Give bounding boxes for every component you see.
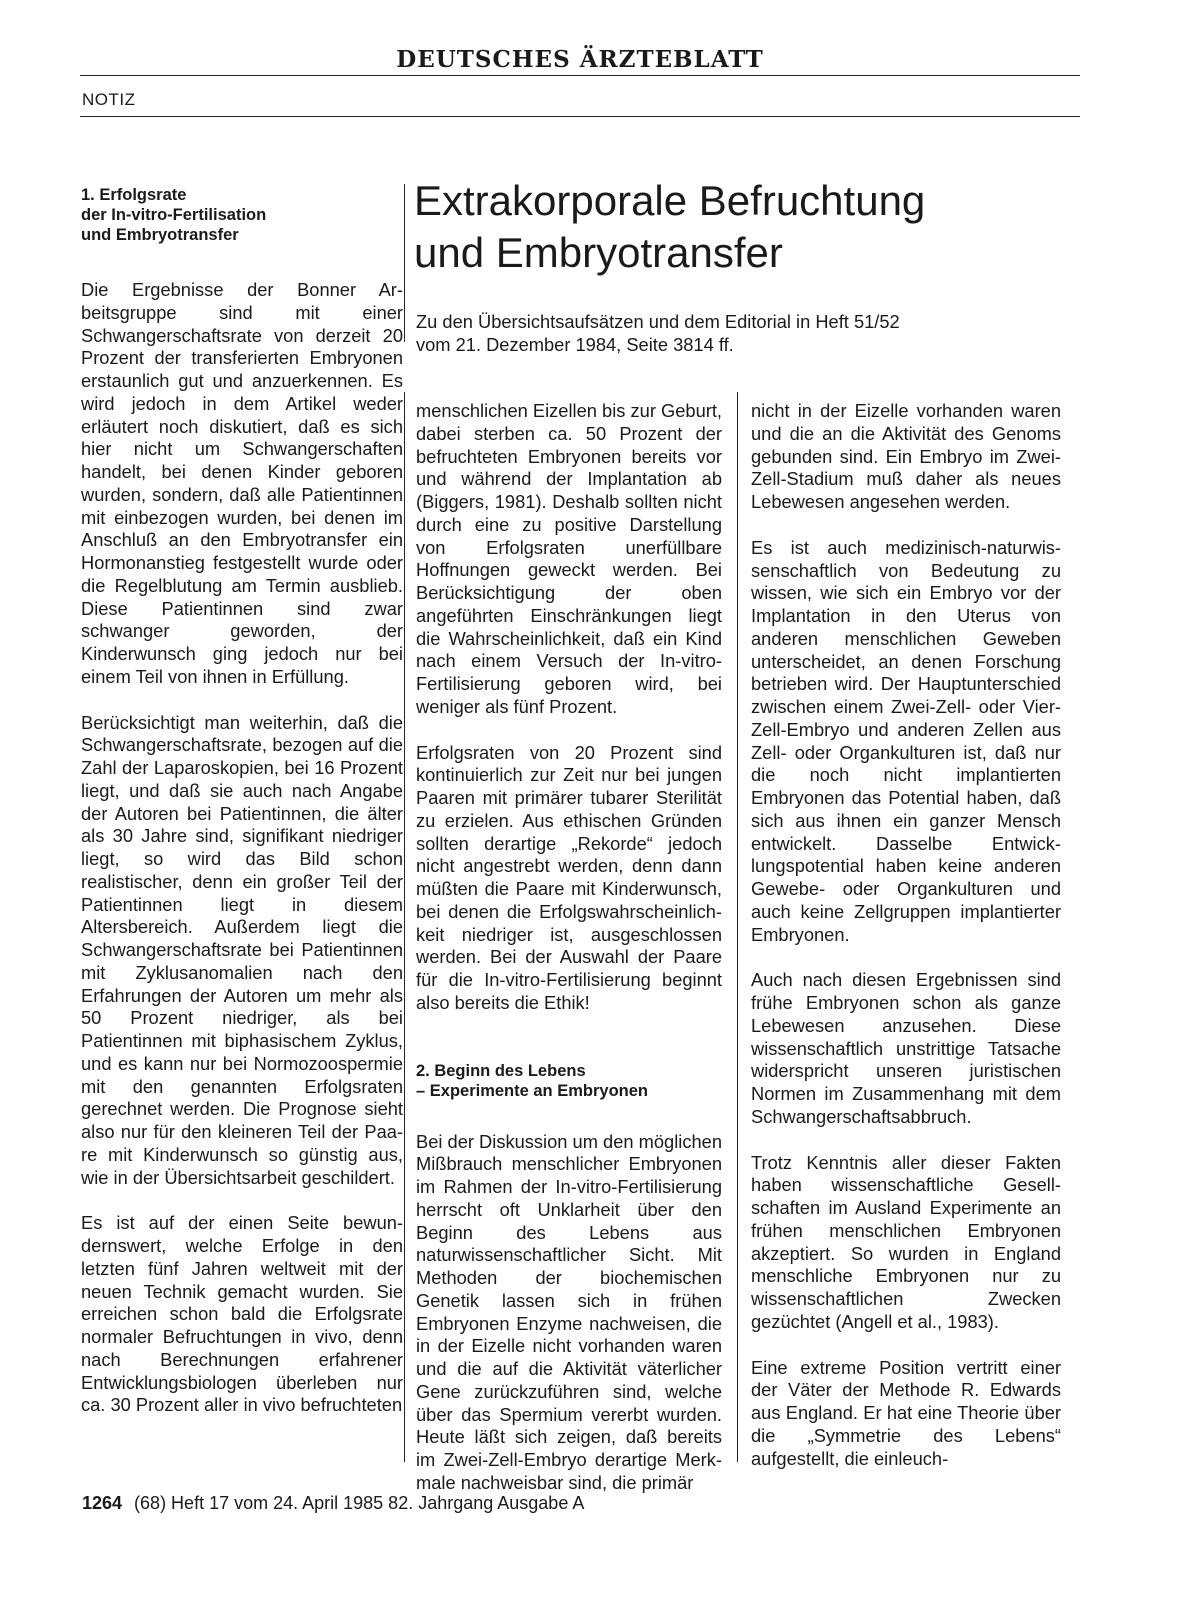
paragraph: Es ist auch medizinisch-naturwissenschaftlich von Bedeutung zu wissen, wie sich ein Embryo vor der Implantation in den Uterus von anderen menschlichen Geweben unterscheidet, an denen Forschung betrieben wird. Der Hauptunterschied zwischen einem Zwei-Zell- oder Vier-Zell-Embryo und anderen Zellen aus Zell- oder Organkulturen ist, daß nur die noch nicht implantierten Embryonen das Potential haben, daß sich aus ihnen ein ganzer Mensch entwickelt. Dasselbe Entwicklungspotential haben keine anderen Gewebe- oder Organkulturen und auch keine Zellgruppen implantierter Embryonen. bbox=[751, 536, 1061, 945]
paragraph: menschlichen Eizellen bis zur Geburt, dabei sterben ca. 50 Prozent der befruchteten Embryonen bereits vor und während der Implantation ab (Biggers, 1981). Deshalb sollten nicht durch eine zu positive Darstellung von Erfolgsraten unerfüllbare Hoffnungen geweckt werden. Bei Berücksichtigung der oben angeführten Einschränkungen liegt die Wahrscheinlichkeit, daß ein Kind nach einem Versuch der In-vitro-Fertilisierung geboren wird, bei weniger als fünf Prozent. bbox=[416, 400, 722, 717]
title-line-1: Extrakorporale Befruchtung bbox=[414, 177, 926, 224]
heading-2-line-1: 2. Beginn des Lebens bbox=[416, 1061, 586, 1080]
column-divider-2 bbox=[737, 392, 738, 1462]
heading-2-line-2: – Experimente an Embryonen bbox=[416, 1081, 648, 1100]
title-line-2: und Embryotransfer bbox=[414, 229, 783, 276]
heading-1-line-1: 1. Erfolgsrate bbox=[81, 186, 187, 204]
section-label: NOTIZ bbox=[82, 90, 136, 109]
paragraph: Es ist auf der einen Seite bewundernswert, welche Erfolge in den letzten fünf Jahren weltweit mit der neuen Technik gemacht wurden. Sie erreichen schon bald die Erfolgsrate normaler Befruchtungen in vivo, denn nach Berechnungen erfahrener Entwicklungsbiologen überleben nur ca. 30 Prozent aller in vivo befruchteten bbox=[81, 1212, 403, 1416]
section-rule bbox=[80, 116, 1080, 117]
title-divider bbox=[404, 184, 405, 342]
paragraph: Auch nach diesen Ergebnissen sind frühe Embryonen schon als ganze Lebewesen anzusehen. Diese wissenschaftlich unstrittige Tatsache widerspricht unseren juristischen Normen im Zusammenhang mit dem Schwangerschaftsabbruch. bbox=[751, 969, 1061, 1127]
lead-line-1: Zu den Übersichtsaufsätzen und dem Editorial in Heft 51/52 bbox=[416, 311, 900, 332]
heading-1-line-3: und Embryotransfer bbox=[81, 226, 239, 244]
lead-line-2: vom 21. Dezember 1984, Seite 3814 ff. bbox=[416, 334, 734, 355]
issue-info: (68) Heft 17 vom 24. April 1985 82. Jahrgang Ausgabe A bbox=[134, 1493, 585, 1513]
paragraph: Erfolgsraten von 20 Prozent sind kontinuierlich zur Zeit nur bei jungen Paaren mit primärer tubarer Sterilität zu erzielen. Aus ethischen Gründen sollten derartige „Rekorde“ jedoch nicht angestrebt werden, denn dann müßten die Paare mit Kinderwunsch, bei denen die Erfolgswahrscheinlichkeit niedriger ist, ausgeschlossen werden. Bei der Auswahl der Paare für die In-vitro-Fertilisierung beginnt also bereits die Ethik! bbox=[416, 741, 722, 1013]
heading-1-line-2: der In-vitro-Fertilisation bbox=[81, 206, 267, 224]
page-number: 1264 bbox=[82, 1493, 123, 1513]
paragraph: Trotz Kenntnis aller dieser Fakten haben wissenschaftliche Gesellschaften im Ausland Experimente an frühen menschlichen Embryonen akzeptiert. So wurden in England menschliche Embryonen nur zu wissenschaftlichen Zwecken gezüchtet (Angell et al., 1983). bbox=[751, 1151, 1061, 1332]
section-heading-2 bbox=[416, 1061, 722, 1101]
article-lead bbox=[416, 310, 1036, 356]
column-divider-1 bbox=[404, 392, 405, 1462]
article-title bbox=[414, 175, 1054, 279]
page-footer bbox=[82, 1493, 584, 1514]
column-2 bbox=[416, 400, 722, 1518]
paragraph: Bei der Diskussion um den möglichen Mißbrauch menschlicher Embryonen im Rahmen der In-vitro-Fertilisierung herrscht oft Unklarheit über den Beginn des Lebens aus naturwissenschaftlicher Sicht. Mit Methoden der biochemischen Genetik lassen sich in frühen Embryonen Enzyme nachweisen, die in der Eizelle nicht vorhanden waren und die auf die Aktivität väterlicher Gene zurückzuführen sind, welche über das Spermium vererbt wurden. Heute läßt sich zeigen, daß bereits im Zwei-Zell-Embryo derartige Merkmale nachweisbar sind, die primär bbox=[416, 1130, 722, 1493]
paragraph: Berücksichtigt man weiterhin, daß die Schwangerschaftsrate, bezogen auf die Zahl der Laparoskopien, bei 16 Prozent liegt, und daß sie auch nach Angabe der Autoren bei Patientinnen, die älter als 30 Jahre sind, signifikant niedriger liegt, so wird das Bild schon realistischer, denn ein großer Teil der Patientinnen liegt in diesem Altersbereich. Außerdem liegt die Schwangerschaftsrate bei Patientinnen mit Zyklusanomalien nach den Erfahrungen der Autoren um mehr als 50 Prozent niedriger, als bei Patientinnen mit biphasischem Zyklus, und es kann nur bei Normozoospermie mit den genannten Erfolgsraten gerechnet werden. Die Prognose sieht also nur für den kleineren Teil der Paare mit Kinderwunsch so günstig aus, wie in der Übersichtsarbeit geschildert. bbox=[81, 711, 403, 1188]
top-rule bbox=[80, 75, 1080, 76]
paragraph: Eine extreme Position vertritt einer der Väter der Methode R. Edwards aus England. Er hat eine Theorie über die „Symmetrie des Lebens“ aufgestellt, die einleuch- bbox=[751, 1356, 1061, 1469]
column-1 bbox=[81, 185, 403, 1440]
column-3 bbox=[751, 400, 1061, 1493]
section-heading-1 bbox=[81, 185, 403, 245]
paragraph: Die Ergebnisse der Bonner Arbeitsgruppe sind mit einer Schwangerschaftsrate von derzeit 20 Prozent der transferierten Embryonen erstaunlich gut und anzuerkennen. Es wird jedoch in dem Artikel weder erläutert noch diskutiert, daß es sich hier nicht um Schwangerschaften handelt, bei denen Kinder geboren wurden, sondern, daß alle Patientinnen mit einbezogen wurden, bei denen im Anschluß an den Embryotransfer ein Hormonanstieg festgestellt wurde oder die Regelblutung am Termin ausblieb. Diese Patientinnen sind zwar schwanger geworden, der Kinderwunsch ging jedoch nur bei einem Teil von ihnen in Erfüllung. bbox=[81, 279, 403, 687]
paragraph: nicht in der Eizelle vorhanden waren und die an die Aktivität des Genoms gebunden sind. Ein Embryo im Zwei-Zell-Stadium muß daher als neues Lebewesen angesehen werden. bbox=[751, 400, 1061, 512]
masthead: DEUTSCHES ÄRZTEBLATT bbox=[396, 46, 764, 73]
